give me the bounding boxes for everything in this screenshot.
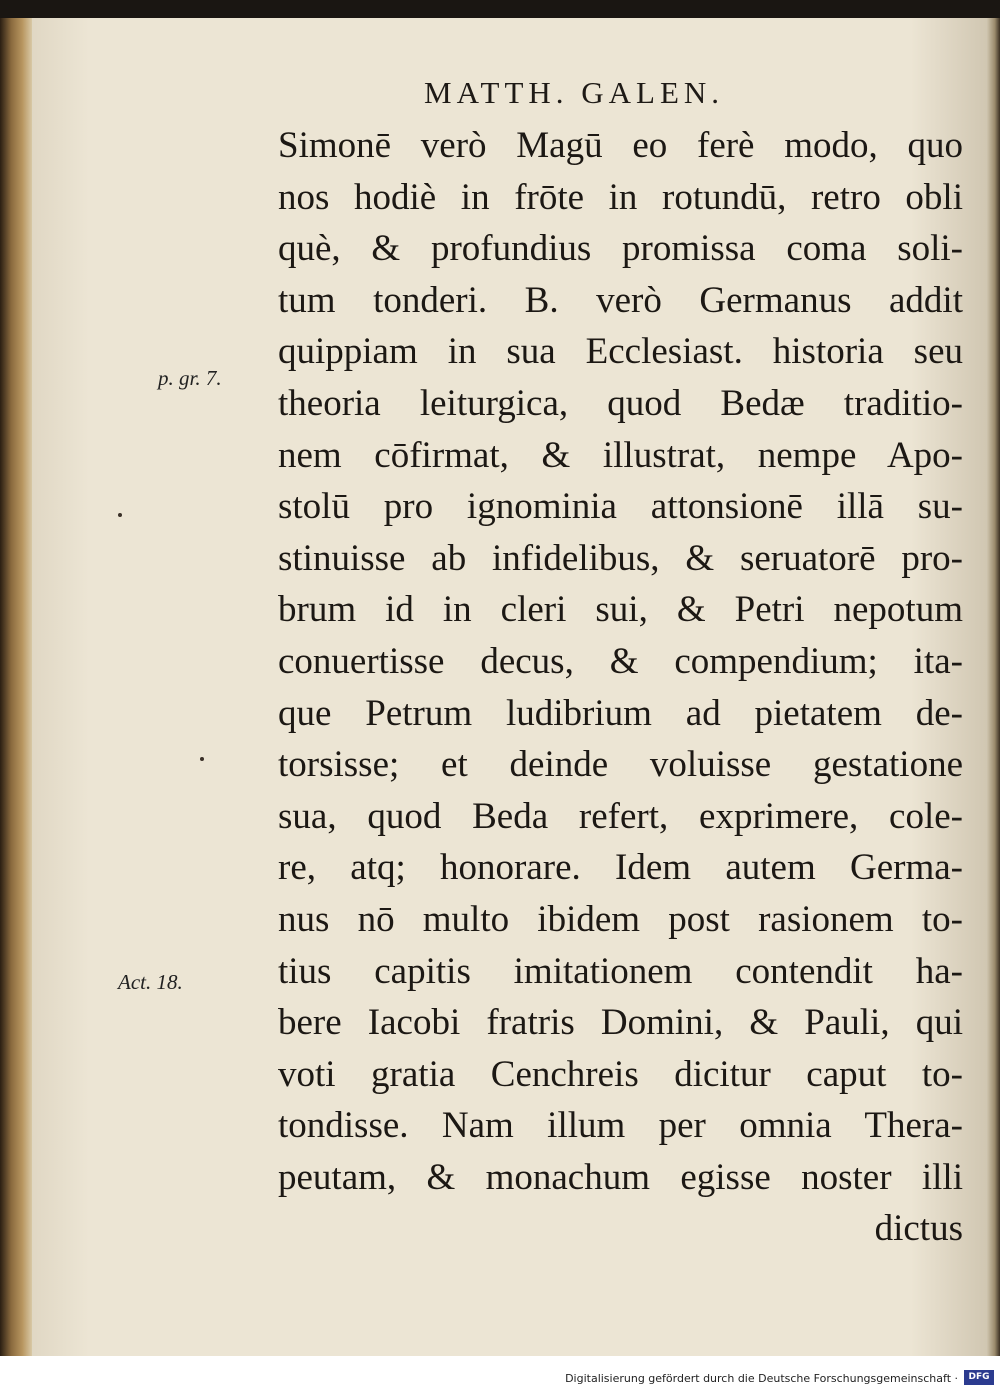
margin-note-reference: p. gr. 7. — [158, 366, 222, 390]
text-line: nem cōfirmat, & illustrat, nempe Apo- — [278, 434, 963, 476]
text-line: quippiam in sua Ecclesiast. historia seu — [278, 331, 963, 373]
text-line: stinuisse ab infidelibus, & seruatorē pro- — [278, 537, 963, 579]
text-line: tius capitis imitationem contendit ha- — [278, 950, 963, 992]
text-line: sua, quod Beda refert, exprimere, cole- — [278, 795, 963, 837]
margin-note-reference: Act. 18. — [118, 970, 183, 994]
text-line: peutam, & monachum egisse noster illi — [278, 1156, 963, 1198]
text-line: torsisse; et deinde voluisse gestatione — [278, 744, 963, 786]
text-line: bere Iacobi fratris Domini, & Pauli, qui — [278, 1002, 963, 1044]
digitization-footer — [0, 1356, 1000, 1395]
footer-credit: Digitalisierung gefördert durch die Deutsche Forschungsgemeinschaft · — [565, 1372, 958, 1385]
text-line: tum tonderi. B. verò Germanus addit — [278, 279, 963, 321]
ink-speck — [118, 513, 122, 517]
text-line: theoria leiturgica, quod Bedæ traditio- — [278, 382, 963, 424]
text-line: nus nō multo ibidem post rasionem to- — [278, 898, 963, 940]
text-line: re, atq; honorare. Idem autem Germa- — [278, 847, 963, 889]
text-line: nos hodiè in frōte in rotundū, retro obli — [278, 176, 963, 218]
catchword: dictus — [874, 1208, 963, 1250]
text-line: stolū pro ignominia attonsionē illā su- — [278, 486, 963, 528]
text-line: conuertisse decus, & compendium; ita- — [278, 640, 963, 682]
text-line: voti gratia Cenchreis dicitur caput to- — [278, 1053, 963, 1095]
ink-speck — [200, 757, 204, 761]
text-line: Simonē verò Magū eo ferè modo, quo — [278, 125, 963, 166]
text-line: tondisse. Nam illum per omnia Thera- — [278, 1105, 963, 1147]
text-line: que Petrum ludibrium ad pietatem de- — [278, 692, 963, 734]
running-head: MATTH. GALEN. — [424, 75, 725, 110]
text-line: què, & profundius promissa coma soli- — [278, 228, 963, 270]
dfg-logo-icon: DFG — [964, 1370, 994, 1385]
book-edge-right — [987, 18, 1000, 1358]
book-edge-left — [0, 18, 32, 1358]
text-line: brum id in cleri sui, & Petri nepotum — [278, 589, 963, 631]
body-text — [278, 120, 963, 1255]
